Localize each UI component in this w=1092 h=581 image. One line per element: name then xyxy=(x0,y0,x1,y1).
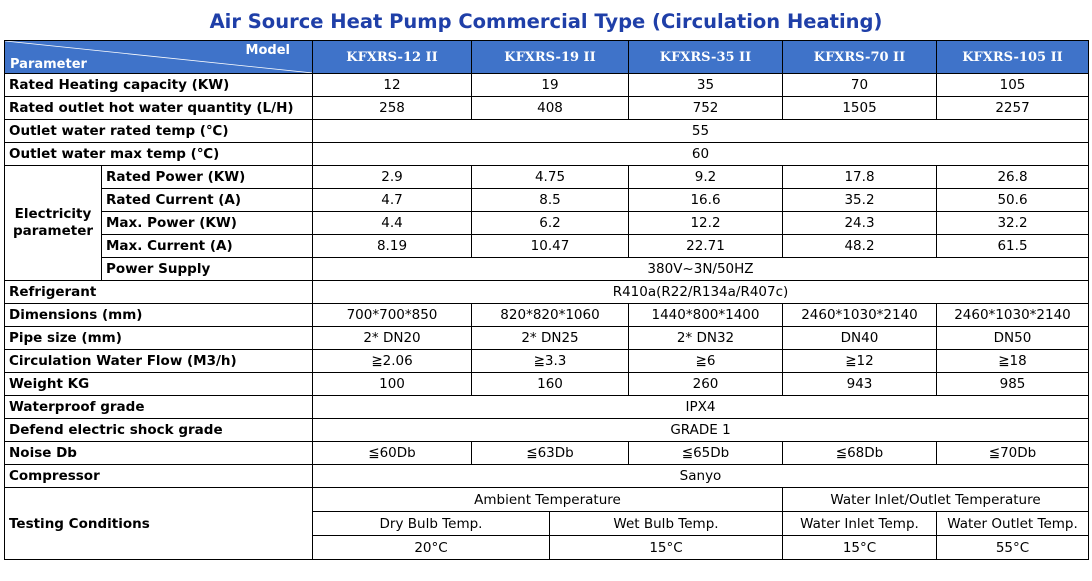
cell: ≦63Db xyxy=(472,442,629,465)
cell: 4.7 xyxy=(313,189,472,212)
row-label: Rated Power (KW) xyxy=(102,166,313,189)
cell: GRADE 1 xyxy=(313,419,1089,442)
cell: 2.9 xyxy=(313,166,472,189)
row-label: Pipe size (mm) xyxy=(5,327,313,350)
table-row xyxy=(5,327,1089,350)
cell: 32.2 xyxy=(937,212,1089,235)
cell: 105 xyxy=(937,74,1089,97)
table-row xyxy=(5,258,1089,281)
cell: 2257 xyxy=(937,97,1089,120)
table-row xyxy=(5,120,1089,143)
cell: 260 xyxy=(629,373,783,396)
header-row xyxy=(5,41,1089,74)
cell: 26.8 xyxy=(937,166,1089,189)
model-header: KFXRS-70 II xyxy=(783,41,937,74)
cell: 985 xyxy=(937,373,1089,396)
table-row xyxy=(5,281,1089,304)
table-row xyxy=(5,442,1089,465)
row-label: Refrigerant xyxy=(5,281,313,304)
row-label: Max. Power (KW) xyxy=(102,212,313,235)
cell: Dry Bulb Temp. xyxy=(313,512,550,536)
group-label-electricity: Electricity parameter xyxy=(5,166,102,281)
cell: 2460*1030*2140 xyxy=(783,304,937,327)
spec-table xyxy=(4,40,1089,560)
table-row xyxy=(5,373,1089,396)
cell: 160 xyxy=(472,373,629,396)
table-row xyxy=(5,488,1089,512)
cell: 55 xyxy=(313,120,1089,143)
cell: 10.47 xyxy=(472,235,629,258)
row-label: Noise Db xyxy=(5,442,313,465)
table-row xyxy=(5,143,1089,166)
cell: ≦65Db xyxy=(629,442,783,465)
cell: 24.3 xyxy=(783,212,937,235)
table-row xyxy=(5,465,1089,488)
model-header: KFXRS-12 II xyxy=(313,41,472,74)
model-header: KFXRS-19 II xyxy=(472,41,629,74)
cell: 2* DN32 xyxy=(629,327,783,350)
row-label: Defend electric shock grade xyxy=(5,419,313,442)
cell: 4.4 xyxy=(313,212,472,235)
row-label: Compressor xyxy=(5,465,313,488)
table-row xyxy=(5,304,1089,327)
cell: 61.5 xyxy=(937,235,1089,258)
table-row xyxy=(5,189,1089,212)
cell: 752 xyxy=(629,97,783,120)
cell: ≧18 xyxy=(937,350,1089,373)
cell: 35 xyxy=(629,74,783,97)
row-label: Weight KG xyxy=(5,373,313,396)
cell: 1440*800*1400 xyxy=(629,304,783,327)
cell: 17.8 xyxy=(783,166,937,189)
cell: ≧2.06 xyxy=(313,350,472,373)
cell: 820*820*1060 xyxy=(472,304,629,327)
cell: ≦70Db xyxy=(937,442,1089,465)
table-row xyxy=(5,235,1089,258)
cell: 16.6 xyxy=(629,189,783,212)
row-label: Waterproof grade xyxy=(5,396,313,419)
cell: 19 xyxy=(472,74,629,97)
cell: Water Outlet Temp. xyxy=(937,512,1089,536)
cell: 50.6 xyxy=(937,189,1089,212)
table-row xyxy=(5,212,1089,235)
table-row xyxy=(5,350,1089,373)
row-label: Power Supply xyxy=(102,258,313,281)
cell: Water Inlet Temp. xyxy=(783,512,937,536)
row-label: Max. Current (A) xyxy=(102,235,313,258)
cell: Wet Bulb Temp. xyxy=(550,512,783,536)
table-row xyxy=(5,74,1089,97)
cell: 943 xyxy=(783,373,937,396)
cell: 22.71 xyxy=(629,235,783,258)
cell: R410a(R22/R134a/R407c) xyxy=(313,281,1089,304)
cell: 8.5 xyxy=(472,189,629,212)
table-row xyxy=(5,166,1089,189)
cell: ≧3.3 xyxy=(472,350,629,373)
cell: 12.2 xyxy=(629,212,783,235)
cell: 4.75 xyxy=(472,166,629,189)
cell: DN50 xyxy=(937,327,1089,350)
cell: 55°C xyxy=(937,536,1089,560)
model-label: Model xyxy=(245,43,290,58)
cell: 408 xyxy=(472,97,629,120)
cell: 12 xyxy=(313,74,472,97)
cell: ≦68Db xyxy=(783,442,937,465)
cell: 15°C xyxy=(783,536,937,560)
cell: ≧6 xyxy=(629,350,783,373)
row-label: Rated Current (A) xyxy=(102,189,313,212)
cell: 35.2 xyxy=(783,189,937,212)
cell: 380V~3N/50HZ xyxy=(313,258,1089,281)
cell: 100 xyxy=(313,373,472,396)
table-row xyxy=(5,419,1089,442)
table-row xyxy=(5,97,1089,120)
cell: 15°C xyxy=(550,536,783,560)
cell: 9.2 xyxy=(629,166,783,189)
cell: 8.19 xyxy=(313,235,472,258)
row-label: Circulation Water Flow (M3/h) xyxy=(5,350,313,373)
cell: ≦60Db xyxy=(313,442,472,465)
model-header: KFXRS-35 II xyxy=(629,41,783,74)
cell: Sanyo xyxy=(313,465,1089,488)
cell: 2* DN25 xyxy=(472,327,629,350)
cell: 6.2 xyxy=(472,212,629,235)
cell: 60 xyxy=(313,143,1089,166)
row-label: Dimensions (mm) xyxy=(5,304,313,327)
row-label: Outlet water rated temp (℃) xyxy=(5,120,313,143)
parameter-label: Parameter xyxy=(10,57,87,72)
cell: 1505 xyxy=(783,97,937,120)
header-corner xyxy=(5,41,313,74)
cell: 700*700*850 xyxy=(313,304,472,327)
model-header: KFXRS-105 II xyxy=(937,41,1089,74)
cell: DN40 xyxy=(783,327,937,350)
cell: 70 xyxy=(783,74,937,97)
cell: Water Inlet/Outlet Temperature xyxy=(783,488,1089,512)
table-row xyxy=(5,396,1089,419)
row-label: Rated Heating capacity (KW) xyxy=(5,74,313,97)
row-label: Outlet water max temp (℃) xyxy=(5,143,313,166)
cell: 48.2 xyxy=(783,235,937,258)
cell: 2* DN20 xyxy=(313,327,472,350)
cell: 2460*1030*2140 xyxy=(937,304,1089,327)
cell: 258 xyxy=(313,97,472,120)
row-label-testing: Testing Conditions xyxy=(5,488,313,560)
cell: ≧12 xyxy=(783,350,937,373)
row-label: Rated outlet hot water quantity (L/H) xyxy=(5,97,313,120)
cell: 20°C xyxy=(313,536,550,560)
cell: Ambient Temperature xyxy=(313,488,783,512)
page-title: Air Source Heat Pump Commercial Type (Circulation Heating) xyxy=(209,10,883,33)
cell: IPX4 xyxy=(313,396,1089,419)
